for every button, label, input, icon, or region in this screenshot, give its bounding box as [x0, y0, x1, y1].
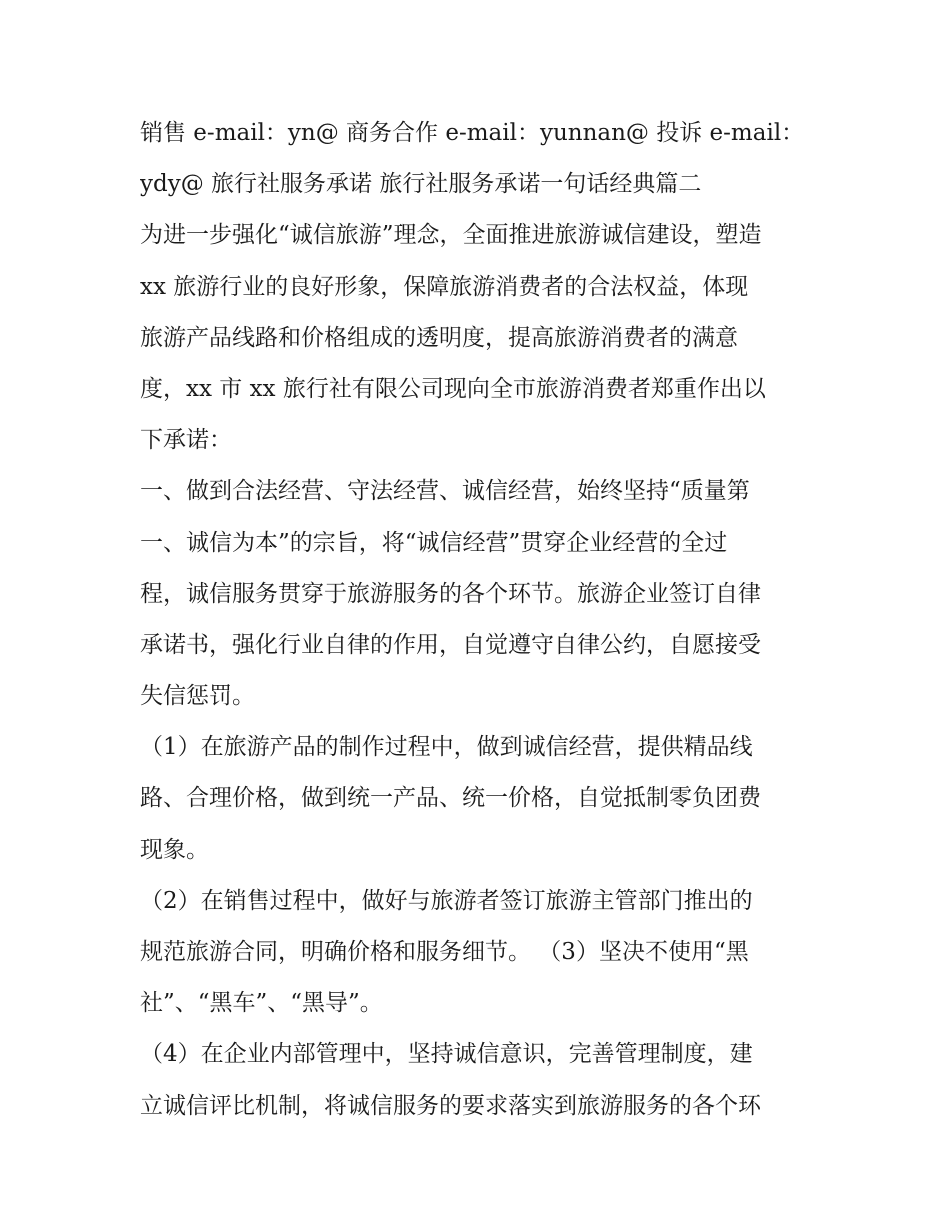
text-line: （4）在企业内部管理中，坚持诚信意识，完善管理制度，建: [140, 1041, 753, 1068]
text-line: 承诺书，强化行业自律的作用，自觉遵守自律公约，自愿接受: [140, 631, 761, 658]
text-line: ydy@ 旅行社服务承诺 旅行社服务承诺一句话经典篇二: [140, 171, 702, 198]
text-line: 一、做到合法经营、守法经营、诚信经营，始终坚持“质量第: [140, 478, 750, 505]
text-line: 立诚信评比机制，将诚信服务的要求落实到旅游服务的各个环: [140, 1092, 761, 1119]
text-line: （1）在旅游产品的制作过程中，做到诚信经营，提供精品线: [140, 734, 753, 761]
text-line: 为进一步强化“诚信旅游”理念，全面推进旅游诚信建设，塑造: [140, 222, 762, 249]
text-line: 销售 e-mail：yn@ 商务合作 e-mail：yunnan@ 投诉 e-mail：: [140, 120, 805, 146]
document-body: [140, 108, 820, 1132]
text-line: 规范旅游合同，明确价格和服务细节。 （3）坚决不使用“黑: [140, 939, 749, 965]
text-line: 现象。: [140, 836, 209, 863]
text-line: 路、合理价格，做到统一产品、统一价格，自觉抵制零负团费: [140, 785, 761, 812]
text-line: 失信惩罚。: [140, 683, 255, 710]
text-line: 旅游产品线路和价格组成的透明度，提高旅游消费者的满意: [140, 324, 738, 351]
text-line: xx 旅游行业的良好形象，保障旅游消费者的合法权益，体现: [140, 273, 749, 300]
text-line: （2）在销售过程中，做好与旅游者签订旅游主管部门推出的: [140, 887, 753, 914]
text-line: 下承诺：: [140, 427, 232, 454]
text-line: 一、诚信为本”的宗旨，将“诚信经营”贯穿企业经营的全过: [140, 529, 728, 556]
text-line: 度，xx 市 xx 旅行社有限公司现向全市旅游消费者郑重作出以: [140, 375, 766, 402]
text-line: 程，诚信服务贯穿于旅游服务的各个环节。旅游企业签订自律: [140, 580, 761, 607]
text-line: 社”、“黑车”、“黑导”。: [140, 990, 383, 1017]
